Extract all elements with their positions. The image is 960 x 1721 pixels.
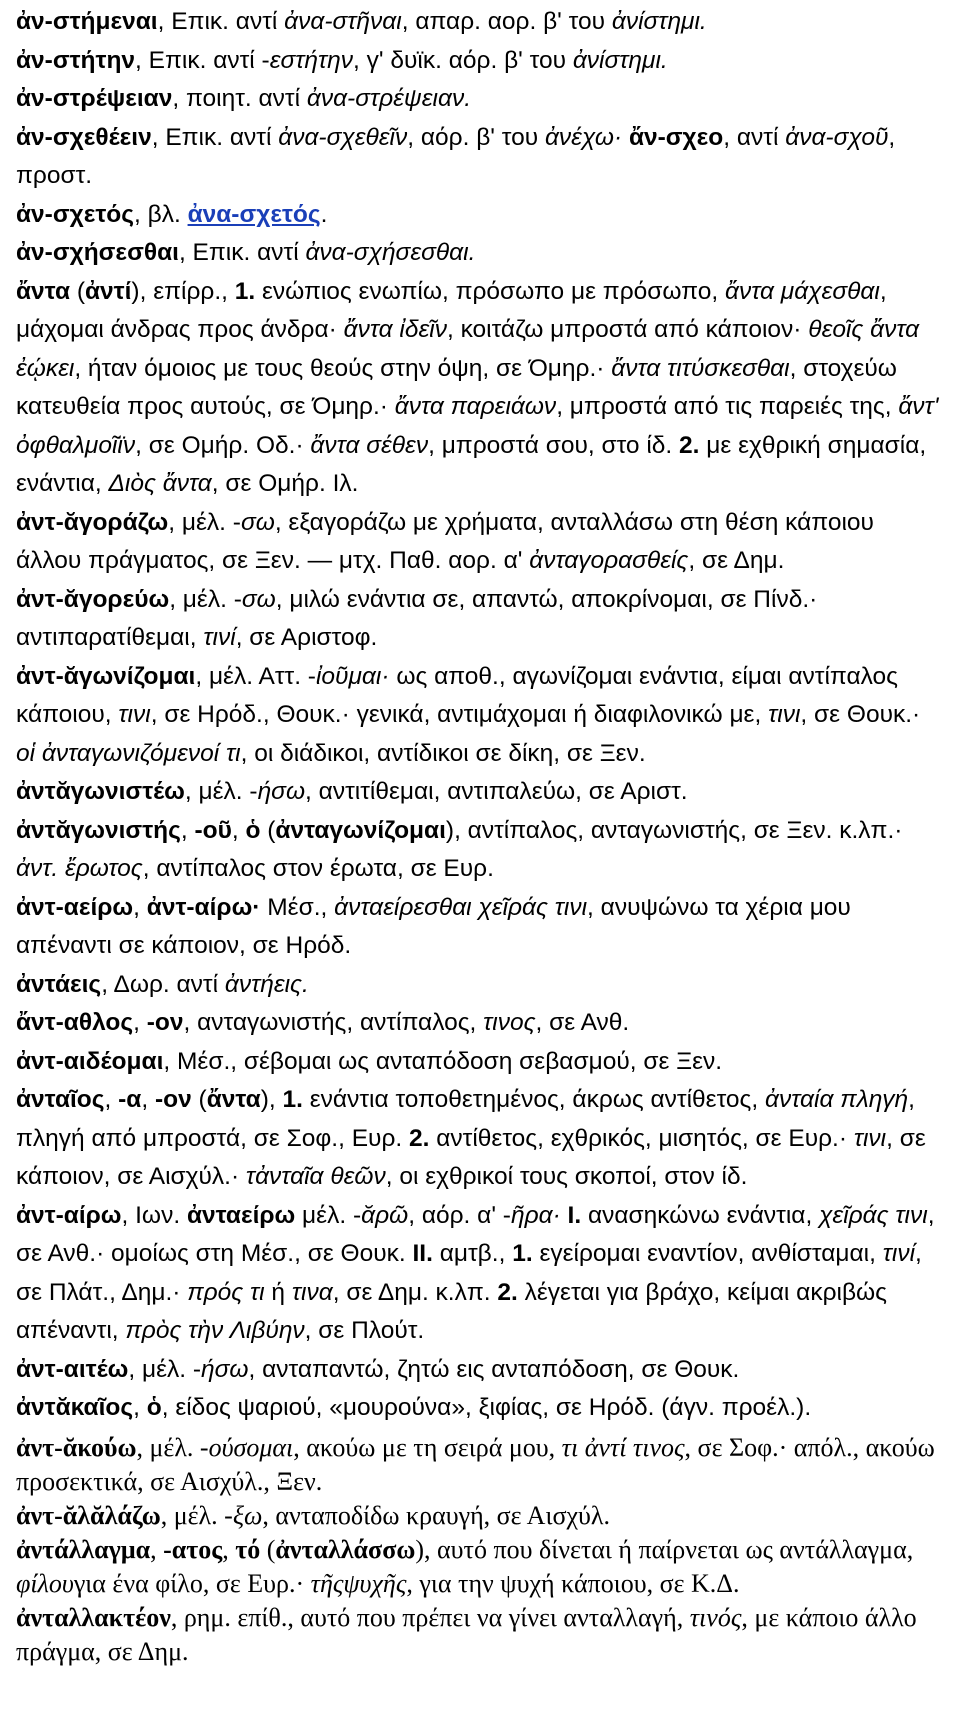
entry-text: , οι εχθρικοί τους σκοποί, στον ίδ. xyxy=(385,1163,748,1190)
entry-text: , μιλώ ενάντια σε, απαντώ, αποκρίνομαι, σε Πίνδ.· αντιπαρατίθεμαι, xyxy=(16,585,818,651)
entry-headword: -ατος xyxy=(163,1534,223,1564)
cross-reference-link[interactable]: ἀνα-σχετός xyxy=(187,200,321,228)
entry-example: ἰοῦμαι· xyxy=(315,662,390,690)
entry-text: αμτβ., xyxy=(432,1240,513,1267)
entry-text: , αόρ. αʹ - xyxy=(408,1201,511,1229)
entry-text: ή xyxy=(264,1278,292,1306)
entry-text: , Επικ. αντί xyxy=(151,123,279,151)
entry-example: ήσω xyxy=(257,778,306,805)
dictionary-entry xyxy=(16,504,946,581)
entry-headword: ἀν-στήμεναι xyxy=(16,8,158,35)
dictionary-entry xyxy=(16,658,946,774)
entry-text: λέγεται για βράχο, κείμαι ακριβώς απέναντι, xyxy=(16,1278,887,1344)
entry-text: , Ιων. xyxy=(121,1201,187,1229)
entry-text: , xyxy=(104,1086,119,1113)
entry-text: , Επικ. αντί xyxy=(157,8,285,35)
entry-headword: ἀνταείρω xyxy=(186,1201,296,1229)
entry-example: πρός τι xyxy=(187,1278,265,1306)
entry-headword: -α xyxy=(118,1086,142,1113)
entry-text: , σε κάποιον, σε Αισχύλ.· xyxy=(16,1124,926,1190)
entry-headword: ἀντ-αίρω xyxy=(16,1201,122,1229)
entry-headword: τό xyxy=(235,1534,261,1564)
entry-text: , μάχομαι άνδρας προς άνδρα· xyxy=(16,277,887,343)
entry-example: οἱ ἀνταγωνιζόμενοί τι xyxy=(16,739,241,767)
dictionary-entry xyxy=(16,1601,946,1669)
entry-example: ἀντήεις. xyxy=(224,970,309,998)
entry-example: ἀνταία πληγή xyxy=(764,1086,909,1113)
entry-headword: ἀνταλλάσσω xyxy=(275,1534,416,1564)
dictionary-entry xyxy=(16,1389,946,1428)
dictionary-entry xyxy=(16,1197,946,1351)
entry-example: ἄντα παρειάων xyxy=(394,393,557,420)
entry-text: , ακούω με τη σειρά μου, xyxy=(293,1432,562,1462)
dictionary-entry xyxy=(16,3,946,42)
entry-text: ), xyxy=(260,1086,283,1113)
entry-text: για ένα φίλο, σε Ευρ.· xyxy=(73,1568,311,1598)
entry-example: ξω xyxy=(232,1500,263,1530)
entry-text: ), αυτό που δίνεται ή παίρνεται ως αντάλλαγμα, xyxy=(415,1534,914,1564)
entry-headword: ἀντᾰγωνιστέω xyxy=(16,778,185,805)
entry-text: , μπροστά από τις παρειές της, xyxy=(556,393,899,420)
entry-headword: ἀν-σχεθέειν xyxy=(16,123,152,151)
entry-example: ἀνα-στῆναι xyxy=(284,8,402,35)
dictionary-entry xyxy=(16,1081,946,1197)
entry-text: , Επικ. αντί - xyxy=(135,46,270,74)
dictionary-entry xyxy=(16,889,946,966)
entry-text: , ρημ. επίθ., αυτό που πρέπει να γίνει ανταλλαγή, xyxy=(170,1602,690,1632)
entry-text: , εξαγοράζω με χρήματα, ανταλλάσω στη θέση κάποιου άλλου πράγματος, σε Ξεν. — μτχ. Παθ. αορ. αʹ xyxy=(16,508,874,574)
entry-headword: ἀντ-αίρω· xyxy=(146,893,261,921)
entry-text: ( xyxy=(191,1086,207,1113)
dictionary-entry xyxy=(16,234,946,273)
dictionary-entry xyxy=(16,773,946,812)
entry-text: μέλ. - xyxy=(295,1201,362,1229)
entry-headword: 2. xyxy=(679,431,700,459)
entry-text: , οι διάδικοι, αντίδικοι σε δίκη, σε Ξεν. xyxy=(240,739,646,767)
entry-headword: ἀντ-αείρω xyxy=(16,893,134,921)
entry-text: , μέλ. - xyxy=(136,1432,209,1462)
entry-headword: ἀντᾰγωνιστής xyxy=(16,816,181,844)
entry-example: ούσομαι xyxy=(208,1432,294,1462)
entry-text: εγείρομαι εναντίον, ανθίσταμαι, xyxy=(532,1240,883,1267)
entry-example: ἀντ. ἔρωτος xyxy=(16,855,143,882)
entry-text: , απαρ. αορ. βʹ του xyxy=(401,8,612,35)
entry-headword: -ον xyxy=(155,1086,192,1113)
entry-example: ἄντ' ὀφθαλμοῖϊν xyxy=(16,393,939,459)
dictionary-entry xyxy=(16,42,946,81)
entry-text: , ανυψώνω τα χέρια μου απέναντι σε κάποιον, σε Ηρόδ. xyxy=(16,893,851,959)
entry-text: με εχθρική σημασία, ενάντια, xyxy=(16,431,927,497)
entry-headword: ἀνταλλακτέον xyxy=(16,1602,171,1632)
entry-text: , Δωρ. αντί xyxy=(101,970,225,998)
entry-text: , ανταπαντώ, ζητώ εις ανταπόδοση, σε Θουκ. xyxy=(248,1355,740,1383)
entry-headword: ἀντᾰκαῖος xyxy=(16,1394,134,1421)
entry-text: ( xyxy=(260,1534,276,1564)
entry-example: ἀνίστημι. xyxy=(572,46,668,74)
entry-text: , xyxy=(180,816,195,844)
entry-headword: ἄντ-αθλος xyxy=(16,1009,134,1036)
entry-headword: ἀντί xyxy=(84,277,132,305)
entry-headword: II. xyxy=(412,1240,433,1267)
entry-text: ), επίρρ., xyxy=(131,277,235,305)
entry-example: ἀνταείρεσθαι χεῖράς τινι xyxy=(334,893,588,921)
entry-headword: 1. xyxy=(282,1086,303,1113)
entry-example: τινί xyxy=(203,624,236,651)
entry-headword: ἀν-στρέψειαν xyxy=(16,85,173,112)
entry-text: , προστ. xyxy=(16,123,896,189)
entry-example: τινι xyxy=(853,1124,887,1152)
entry-text: , xyxy=(150,1534,164,1564)
entry-text: , σε Δημ. xyxy=(688,547,785,574)
entry-example: τῆςψυχῆς xyxy=(310,1568,407,1598)
entry-headword: ἄντα xyxy=(16,277,71,305)
entry-example: θεοῖς ἄντα ἐῴκει xyxy=(16,316,920,382)
entry-example: ἄντα ἰδεῖν xyxy=(343,316,447,343)
entry-text: ανασηκώνω ενάντια, xyxy=(581,1201,820,1229)
entry-text xyxy=(561,1202,568,1229)
entry-headword: ἀν-στήτην xyxy=(16,46,136,74)
dictionary-entry xyxy=(16,80,946,119)
entry-text: , μέλ. - xyxy=(169,585,242,613)
entry-text: ενώπιος ενωπίω, πρόσωπο με πρόσωπο, xyxy=(255,277,725,305)
entry-headword: ἀντ-ᾰλᾰλάζω xyxy=(16,1500,161,1530)
dictionary-entry xyxy=(16,119,946,196)
entry-text: , σε Θουκ.· xyxy=(800,701,921,728)
entry-text: ενάντια τοποθετημένος, άκρως αντίθετος, xyxy=(302,1086,765,1113)
entry-text: , ανταποδίδω κραυγή, σε Αισχύλ. xyxy=(262,1500,610,1530)
dictionary-entry xyxy=(16,1499,946,1533)
entry-example: ᾰρῶ xyxy=(361,1201,409,1229)
entry-headword: I. xyxy=(567,1201,582,1229)
entry-text: , σε Πλάτ., Δημ.· xyxy=(16,1240,922,1306)
entry-example: ἀνέχω· xyxy=(544,123,623,151)
entry-text: , σε Ομήρ. Οδ.· xyxy=(135,431,311,459)
entry-headword: ὁ xyxy=(146,1394,162,1421)
entry-text: ( xyxy=(70,277,85,305)
entry-text: ( xyxy=(260,816,276,844)
entry-text: , σε Ανθ. xyxy=(535,1009,630,1036)
entry-text: , μέλ. - xyxy=(184,778,258,805)
entry-text: , xyxy=(231,816,246,844)
entry-headword: -οῦ xyxy=(194,816,232,844)
entry-text: , σε Ομήρ. Ιλ. xyxy=(211,470,359,497)
entry-example: σω xyxy=(241,585,276,613)
entry-example: Διὸς ἄντα xyxy=(108,470,212,497)
entry-text: . xyxy=(320,200,328,228)
entry-example: ήσω xyxy=(201,1355,249,1383)
entry-text: , βλ. xyxy=(133,200,188,228)
entry-example: τινι xyxy=(768,701,801,728)
entry-headword: ἀντάλλαγμα xyxy=(16,1534,151,1564)
entry-example: ῆρα· xyxy=(510,1201,561,1229)
entry-example: τινι xyxy=(118,701,151,728)
entry-example: φίλου xyxy=(16,1568,74,1598)
entry-text: , γʹ δυϊκ. αόρ. βʹ του xyxy=(353,46,573,74)
entry-text: , σε Αριστοφ. xyxy=(235,624,378,651)
entry-text: , πληγή από μπροστά, σε Σοφ., Ευρ. xyxy=(16,1086,915,1152)
entry-text: , σε Ηρόδ., Θουκ.· γενικά, αντιμάχομαι ή διαφιλονικώ με, xyxy=(150,701,769,728)
entry-text: , xyxy=(222,1534,236,1564)
entry-text: , σε Πλούτ. xyxy=(304,1317,425,1344)
entry-example: πρὸς τὴν Λιβύην xyxy=(125,1317,305,1344)
entry-text: , αντιτίθεμαι, αντιπαλεύω, σε Αριστ. xyxy=(305,778,688,805)
entry-text: , μέλ. - xyxy=(168,508,241,536)
entry-headword: ἀντ-ᾰγοράζω xyxy=(16,508,169,536)
entry-example: ἀνίστημι. xyxy=(611,8,707,35)
entry-text: , xyxy=(133,893,147,921)
entry-text: , είδος ψαριού, «μουρούνα», ξιφίας, σε Ηρόδ. (άγν. προέλ.). xyxy=(161,1394,812,1421)
entry-text: , σε Σοφ.· απόλ., ακούω προσεκτικά, σε Αισχύλ., Ξεν. xyxy=(16,1432,935,1496)
entry-text: , xyxy=(133,1009,147,1036)
entry-headword: ἀντ-ᾰγορεύω xyxy=(16,585,170,613)
entry-text: , αντίπαλος στον έρωτα, σε Ευρ. xyxy=(142,855,494,882)
entry-text: , αντί xyxy=(723,123,786,151)
entry-headword: 1. xyxy=(234,277,256,305)
dictionary-entry xyxy=(16,812,946,889)
entry-headword: ἀντάεις xyxy=(16,970,102,998)
entry-headword: ἀν-σχετός xyxy=(16,200,134,228)
dictionary-entry xyxy=(16,273,946,504)
dictionary-entry xyxy=(16,1043,946,1082)
entry-example: ἀνα-στρέψειαν. xyxy=(306,85,471,112)
entry-headword: ἀν-σχήσεσθαι xyxy=(16,239,179,266)
dictionary-entry xyxy=(16,196,946,235)
entry-headword: -ον xyxy=(146,1009,184,1036)
entry-headword: ἀντ-ᾰγωνίζομαι xyxy=(16,662,196,690)
entry-example: ἄντα σέθεν xyxy=(310,431,429,459)
entry-headword: ὁ xyxy=(245,816,261,844)
entry-example: ἄντα τιτύσκεσθαι xyxy=(611,354,790,382)
entry-text: , ανταγωνιστής, αντίπαλος, xyxy=(183,1009,484,1036)
dictionary-entry xyxy=(16,1431,946,1499)
entry-headword: 1. xyxy=(512,1240,533,1267)
dictionary-entry xyxy=(16,581,946,658)
entry-text: , Επικ. αντί xyxy=(178,239,306,266)
entry-text: ), αντίπαλος, ανταγωνιστής, σε Ξεν. κ.λπ.· xyxy=(445,816,903,844)
entry-text: , ποιητ. αντί xyxy=(172,85,307,112)
entry-text: , σε Δημ. κ.λπ. xyxy=(332,1278,498,1306)
entry-example: εστήτην xyxy=(269,46,354,74)
entry-example: τινός xyxy=(689,1602,742,1632)
dictionary-entry xyxy=(16,1533,946,1601)
entry-headword: ἀνταῖος xyxy=(16,1086,105,1113)
entry-headword: 2. xyxy=(409,1124,430,1152)
entry-example: ἀνα-σχήσεσθαι. xyxy=(305,239,476,266)
entry-text: αντίθετος, εχθρικός, μισητός, σε Ευρ.· xyxy=(429,1124,854,1152)
entry-example: ἀνταγορασθείς xyxy=(529,547,689,574)
entry-example: τινα xyxy=(291,1278,333,1306)
dictionary-entry xyxy=(16,1351,946,1390)
dictionary-entry xyxy=(16,966,946,1005)
entry-text: , μέλ. Αττ. - xyxy=(195,662,316,690)
entry-headword: ἀντ-αιτέω xyxy=(16,1355,129,1383)
entry-example: ἄντα μάχεσθαι xyxy=(724,277,880,305)
entry-example: τἀνταῖα θεῶν xyxy=(245,1163,386,1190)
entry-example: τι ἀντί τινος xyxy=(561,1432,685,1462)
entry-headword: ἄντα xyxy=(206,1086,261,1113)
entry-text xyxy=(622,124,629,151)
entry-text: , κοιτάζω μπροστά από κάποιον· xyxy=(446,316,809,343)
entry-text: , xyxy=(133,1394,147,1421)
entry-example: τινος xyxy=(483,1009,536,1036)
entry-text: , ήταν όμοιος με τους θεούς στην όψη, σε Όμηρ.· xyxy=(74,354,612,382)
entry-text: Μέσ., xyxy=(260,893,335,921)
entry-text: , μπροστά σου, στο ίδ. xyxy=(428,431,680,459)
entry-example: τινί xyxy=(882,1240,916,1267)
entry-text: , σε Ανθ.· ομοίως στη Μέσ., σε Θουκ. xyxy=(16,1201,935,1267)
entry-text: , με κάποιο άλλο πράγμα, σε Δημ. xyxy=(16,1602,917,1666)
entry-text: , στοχεύω κατευθεία προς αυτούς, σε Όμηρ.· xyxy=(16,354,897,420)
entry-text: , Μέσ., σέβομαι ως ανταπόδοση σεβασμού, σε Ξεν. xyxy=(163,1047,723,1075)
entry-example: ἀνα-σχεθεῖν xyxy=(278,123,408,151)
entry-text: , xyxy=(141,1086,155,1113)
entry-text: , μέλ. - xyxy=(160,1500,233,1530)
entry-headword: ἀντ-αιδέομαι xyxy=(16,1047,164,1075)
dictionary-entry xyxy=(16,1004,946,1043)
entry-text: ως αποθ., αγωνίζομαι ενάντια, είμαι αντίπαλος κάποιου, xyxy=(16,662,898,728)
entry-example: σω xyxy=(240,508,275,536)
entry-text: , αόρ. βʹ του xyxy=(407,123,545,151)
entry-example: χεῖράς τινι xyxy=(819,1201,928,1229)
entry-headword: 2. xyxy=(497,1278,518,1306)
entry-text: , για την ψυχή κάποιου, σε Κ.Δ. xyxy=(406,1568,740,1598)
entry-headword: ἄν-σχεο xyxy=(628,123,724,151)
entry-headword: ἀνταγωνίζομαι xyxy=(275,816,446,844)
entry-headword: ἀντ-ᾰκούω xyxy=(16,1432,137,1462)
entry-text: , μέλ. - xyxy=(128,1355,202,1383)
entry-example: ἀνα-σχοῦ xyxy=(785,123,889,151)
